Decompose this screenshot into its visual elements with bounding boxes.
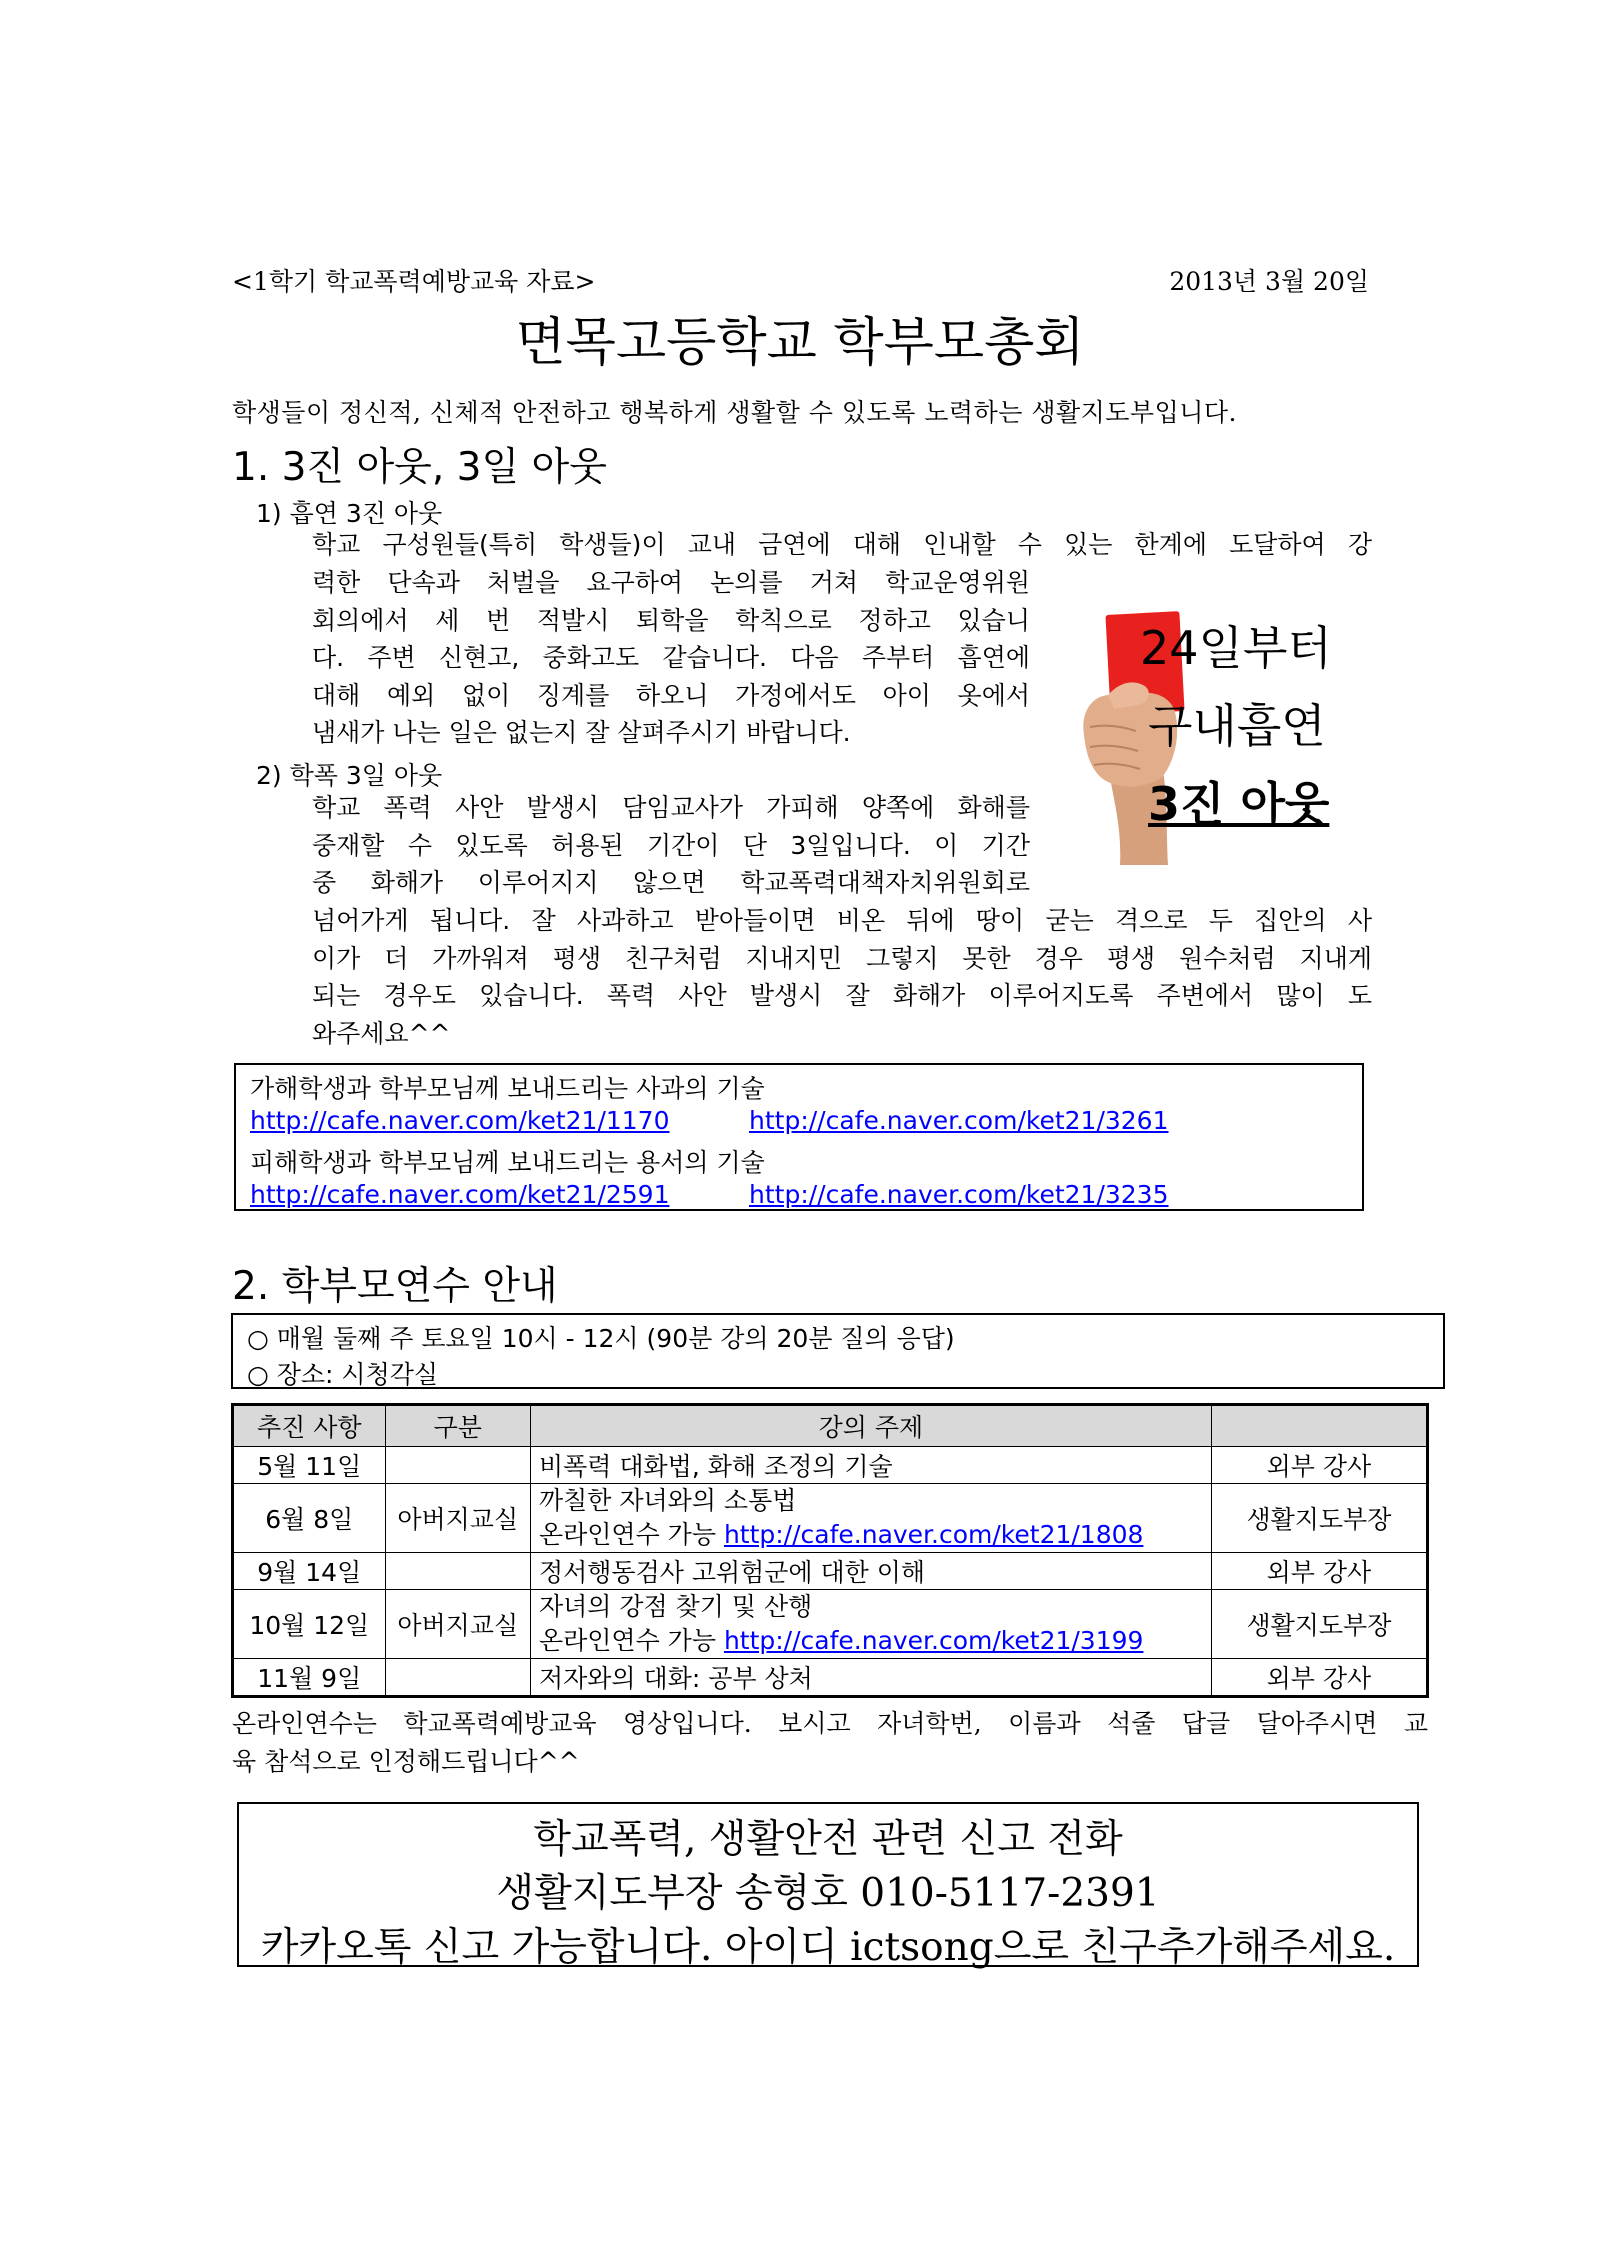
row-online-line — [539, 1624, 1203, 1658]
table-row — [233, 1590, 1428, 1659]
training-schedule-info: ○ 매월 둘째 주 토요일 10시 - 12시 (90분 강의 20분 질의 응답) — [247, 1324, 955, 1353]
apology-link-1[interactable]: http://cafe.naver.com/ket21/1170 — [250, 1106, 670, 1135]
row-topic: 까칠한 자녀와의 소통법 — [538, 1486, 797, 1515]
column-header-lecturer — [1211, 1405, 1427, 1447]
row-type: 아버지교실 — [385, 1590, 530, 1659]
table-row — [233, 1659, 1428, 1697]
smoking-paragraph — [312, 564, 1030, 752]
training-location-info: ○ 장소: 시청각실 — [247, 1360, 439, 1389]
card-caption-line1: 24일부터 — [1140, 621, 1332, 675]
row-date: 6월 8일 — [233, 1484, 386, 1553]
page-title: 면목고등학교 학부모총회 — [515, 313, 1085, 373]
column-header-date: 추진 사항 — [233, 1405, 386, 1447]
row-date: 11월 9일 — [233, 1659, 386, 1697]
column-header-topic: 강의 주제 — [530, 1405, 1211, 1447]
forgiveness-title: 피해학생과 학부모님께 보내드리는 용서의 기술 — [250, 1148, 765, 1177]
violence-paragraph-wide — [312, 902, 1372, 1052]
row-type: 아버지교실 — [385, 1484, 530, 1553]
paragraph-line: 학교 구성원들(특히 학생들)이 교내 금연에 대해 인내할 수 있는 한계에 도달하여 강 — [312, 530, 1372, 559]
intro-text: 학생들이 정신적, 신체적 안전하고 행복하게 생활할 수 있도록 노력하는 생활지도부입니다. — [232, 398, 1237, 427]
section2-heading: 2. 학부모연수 안내 — [232, 1264, 558, 1309]
row-online-link[interactable]: http://cafe.naver.com/ket21/1808 — [723, 1520, 1144, 1549]
row-date: 10월 12일 — [233, 1590, 386, 1659]
subsection1-heading: 1) 흡연 3진 아웃 — [256, 499, 443, 528]
row-topic: 자녀의 강점 찾기 및 산행 — [538, 1592, 813, 1621]
header-date: 2013년 3월 20일 — [1169, 267, 1369, 296]
row-lecturer: 생활지도부장 — [1211, 1484, 1427, 1553]
contact-line2: 생활지도부장 송형호 010-5117-2391 — [496, 1871, 1160, 1916]
apology-forgiveness-link-box — [234, 1063, 1364, 1211]
row-lecturer: 생활지도부장 — [1211, 1590, 1427, 1659]
paragraph-line: 력한 단속과 처벌을 요구하여 논의를 거쳐 학교운영위원 — [312, 568, 1030, 597]
apology-title: 가해학생과 학부모님께 보내드리는 사과의 기술 — [250, 1074, 765, 1103]
table-row — [233, 1447, 1428, 1484]
paragraph-line: 이가 더 가까워져 평생 친구처럼 지내지민 그렇지 못한 경우 평생 원수처럼 지내게 — [312, 943, 1372, 973]
section1-heading: 1. 3진 아웃, 3일 아웃 — [232, 445, 607, 490]
row-online-line — [539, 1518, 1203, 1552]
row-type — [385, 1659, 530, 1697]
row-topic-cell — [530, 1484, 1211, 1553]
training-schedule-table — [231, 1403, 1429, 1698]
row-date: 5월 11일 — [233, 1447, 386, 1484]
paragraph-line: 와주세요^^ — [312, 1018, 451, 1048]
row-topic: 비폭력 대화법, 화해 조정의 기술 — [530, 1447, 1211, 1484]
apology-link-2[interactable]: http://cafe.naver.com/ket21/3261 — [749, 1106, 1169, 1135]
paragraph-line: 회의에서 세 번 적발시 퇴학을 학칙으로 정하고 있습니 — [312, 605, 1030, 635]
card-caption-line3: 3진 아웃 — [1148, 777, 1330, 831]
contact-line3: 카카오톡 신고 가능합니다. 아이디 ictsong으로 친구추가해주세요. — [260, 1925, 1396, 1970]
paragraph-line: 대해 예외 없이 징계를 하오니 가정에서도 아이 옷에서 — [312, 680, 1030, 710]
smoking-paragraph-first — [312, 526, 1372, 564]
row-online-label: 온라인연수 가능 — [538, 1626, 724, 1655]
table-row — [233, 1484, 1428, 1553]
contact-line1: 학교폭력, 생활안전 관련 신고 전화 — [533, 1817, 1123, 1862]
paragraph-line: 중 화해가 이루어지지 않으면 학교폭력대책자치위원회로 — [312, 868, 1030, 897]
forgiveness-link-1[interactable]: http://cafe.naver.com/ket21/2591 — [250, 1180, 670, 1209]
row-date: 9월 14일 — [233, 1553, 386, 1590]
row-lecturer: 외부 강사 — [1211, 1447, 1427, 1484]
column-header-type: 구분 — [385, 1405, 530, 1447]
report-contact-box — [237, 1802, 1419, 1970]
row-type — [385, 1447, 530, 1484]
violence-paragraph — [312, 789, 1030, 902]
paragraph-line: 넘어가게 됩니다. 잘 사과하고 받아들이면 비온 뒤에 땅이 굳는 격으로 두 집안의 사 — [312, 906, 1372, 935]
training-info-box — [231, 1313, 1445, 1389]
row-topic: 정서행동검사 고위험군에 대한 이해 — [530, 1553, 1211, 1590]
table-header-row — [233, 1405, 1428, 1447]
row-online-label: 온라인연수 가능 — [538, 1520, 724, 1549]
table-row — [233, 1553, 1428, 1590]
paragraph-line: 냄새가 나는 일은 없는지 잘 살펴주시기 바랍니다. — [312, 718, 851, 747]
row-lecturer: 외부 강사 — [1211, 1659, 1427, 1697]
card-caption-line2: 구내흡연 — [1148, 699, 1326, 753]
row-type — [385, 1553, 530, 1590]
row-topic-cell — [530, 1590, 1211, 1659]
paragraph-line: 학교 폭력 사안 발생시 담임교사가 가피해 양쪽에 화해를 — [312, 793, 1030, 822]
row-online-link[interactable]: http://cafe.naver.com/ket21/3199 — [723, 1626, 1144, 1655]
paragraph-line: 중재할 수 있도록 허용된 기간이 단 3일입니다. 이 기간 — [312, 830, 1030, 860]
forgiveness-link-2[interactable]: http://cafe.naver.com/ket21/3235 — [749, 1180, 1169, 1209]
note-line: 육 참석으로 인정해드립니다^^ — [232, 1746, 580, 1776]
paragraph-line: 되는 경우도 있습니다. 폭력 사안 발생시 잘 화해가 이루어지도록 주변에서 많이 도 — [312, 981, 1372, 1010]
note-line: 온라인연수는 학교폭력예방교육 영상입니다. 보시고 자녀학번, 이름과 석줄 답글 달아주시면 교 — [232, 1709, 1428, 1738]
online-training-note — [232, 1705, 1428, 1780]
row-topic: 저자와의 대화: 공부 상처 — [530, 1659, 1211, 1697]
header-left: <1학기 학교폭력예방교육 자료> — [232, 267, 596, 296]
paragraph-line: 다. 주변 신현고, 중화고도 같습니다. 다음 주부터 흡연에 — [312, 643, 1030, 672]
row-lecturer: 외부 강사 — [1211, 1553, 1427, 1590]
subsection2-heading: 2) 학폭 3일 아웃 — [256, 761, 443, 790]
